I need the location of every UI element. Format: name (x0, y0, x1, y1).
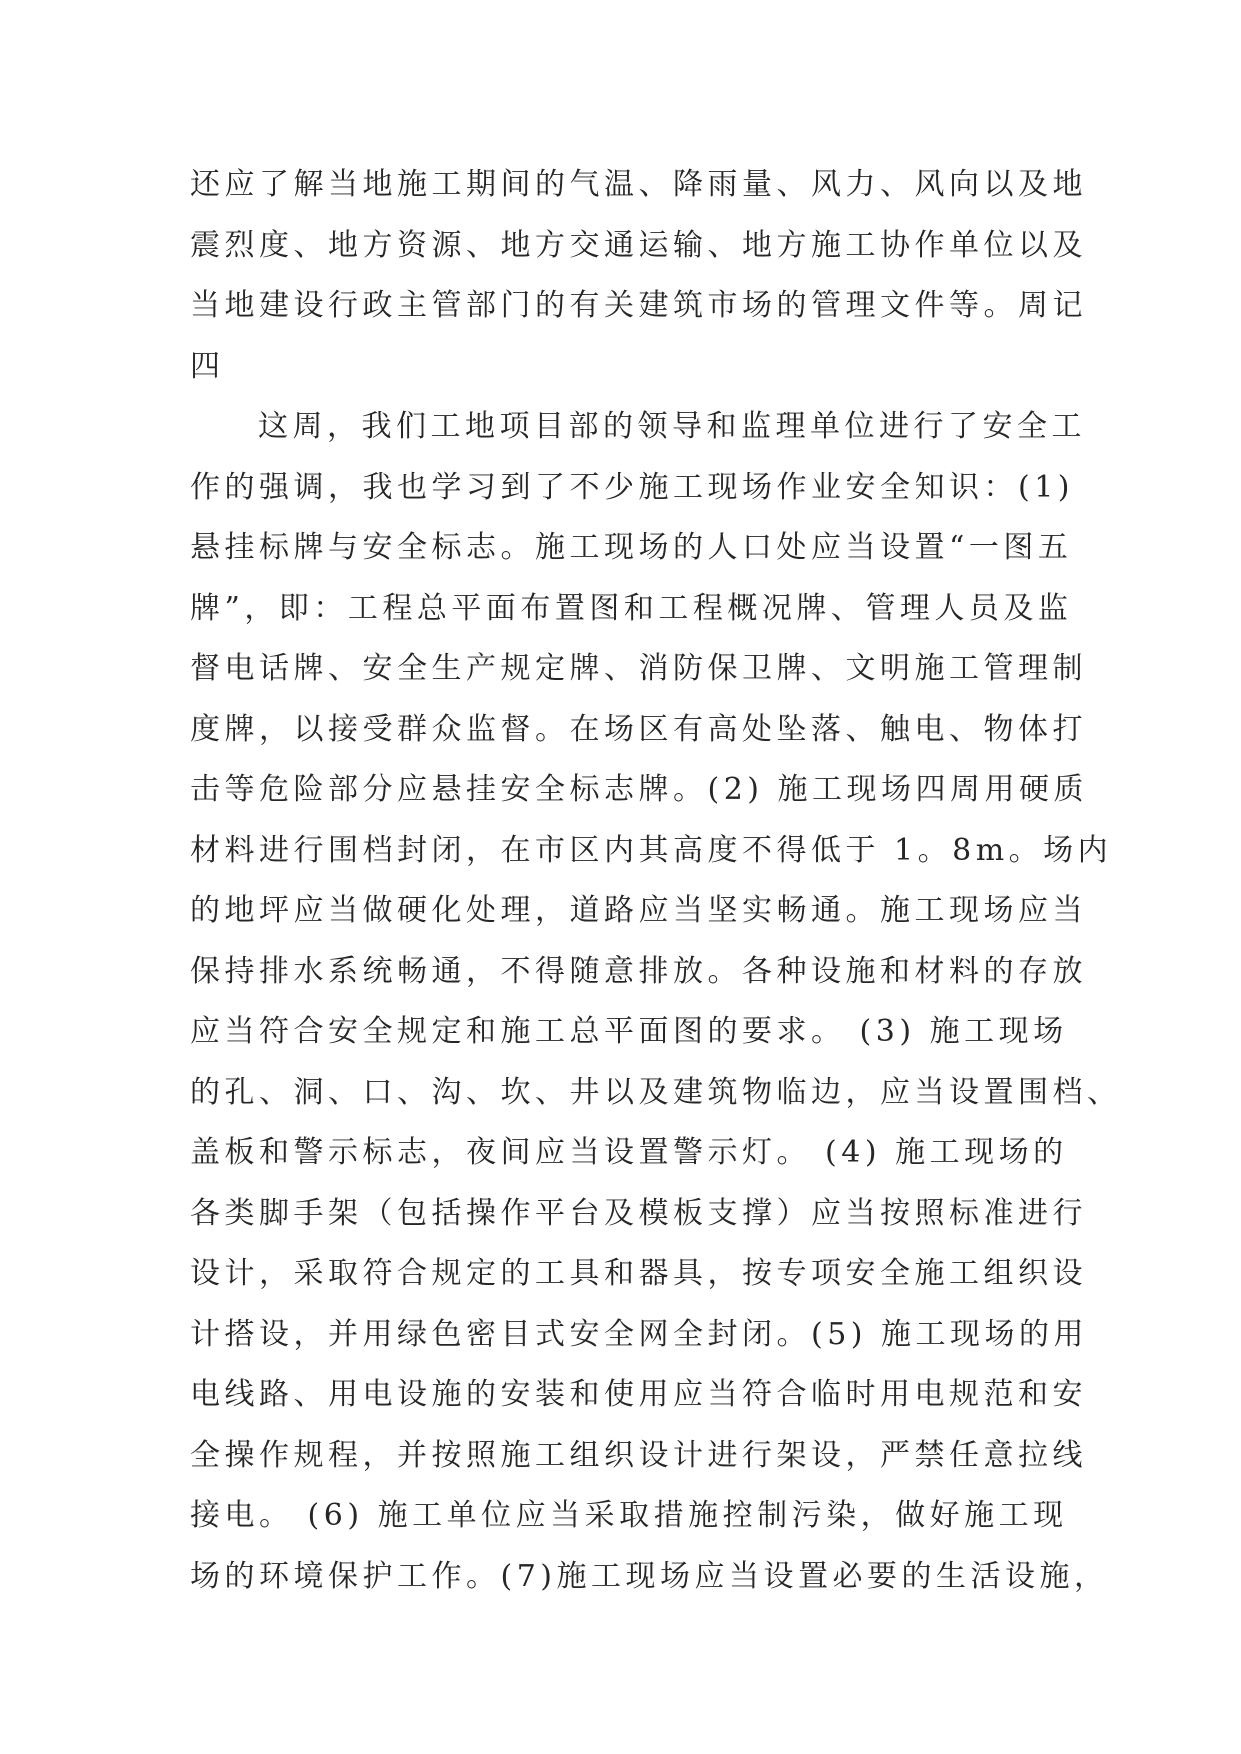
text-line: 全操作规程，并按照施工组织设计进行架设，严禁任意拉线 (190, 1437, 1087, 1473)
text-line: 保持排水系统畅通，不得随意排放。各种设施和材料的存放 (190, 953, 1087, 989)
text-line: 牌”，即：工程总平面布置图和工程概况牌、管理人员及监 (190, 590, 1073, 626)
text-line: 这周，我们工地项目部的领导和监理单位进行了安全工 (258, 409, 1086, 444)
body-text (190, 155, 1122, 1607)
text-line: 悬挂标牌与安全标志。施工现场的人口处应当设置“一图五 (190, 530, 1073, 565)
text-line: 作的强调，我也学习到了不少施工现场作业安全知识：(1) (190, 469, 1074, 505)
text-line: 设计，采取符合规定的工具和器具，按专项安全施工组织设 (190, 1256, 1087, 1291)
text-line: 的地坪应当做硬化处理，道路应当坚实畅通。施工现场应当 (190, 893, 1087, 928)
text-line: 计搭设，并用绿色密目式安全网全封闭。(5) 施工现场的用 (190, 1316, 1089, 1352)
text-line: 场的环境保护工作。(7)施工现场应当设置必要的生活设施， (190, 1558, 1109, 1594)
text-line: 督电话牌、安全生产规定牌、消防保卫牌、文明施工管理制 (190, 651, 1087, 686)
text-line: 度牌，以接受群众监督。在场区有高处坠落、触电、物体打 (190, 711, 1087, 747)
text-line: 应当符合安全规定和施工总平面图的要求。 (3) 施工现场 (190, 1014, 1068, 1049)
text-line: 电线路、用电设施的安装和使用应当符合临时用电规范和安 (190, 1377, 1087, 1412)
text-line: 还应了解当地施工期间的气温、降雨量、风力、风向以及地 (190, 167, 1087, 202)
text-line: 的孔、洞、口、沟、坎、井以及建筑物临边，应当设置围档、 (190, 1074, 1122, 1110)
text-line: 各类脚手架（包括操作平台及模板支撑）应当按照标准进行 (190, 1195, 1087, 1231)
text-line: 四 (190, 348, 225, 384)
text-line: 接电。 (6) 施工单位应当采取措施控制污染，做好施工现 (190, 1498, 1068, 1533)
text-line: 当地建设行政主管部门的有关建筑市场的管理文件等。周记 (190, 288, 1087, 323)
text-line: 击等危险部分应悬挂安全标志牌。(2) 施工现场四周用硬质 (190, 772, 1089, 807)
text-line: 震烈度、地方资源、地方交通运输、地方施工协作单位以及 (190, 227, 1087, 263)
text-line: 材料进行围档封闭，在市区内其高度不得低于 1。8m。场内 (190, 832, 1113, 868)
text-line: 盖板和警示标志，夜间应当设置警示灯。 (4) 施工现场的 (190, 1135, 1068, 1170)
